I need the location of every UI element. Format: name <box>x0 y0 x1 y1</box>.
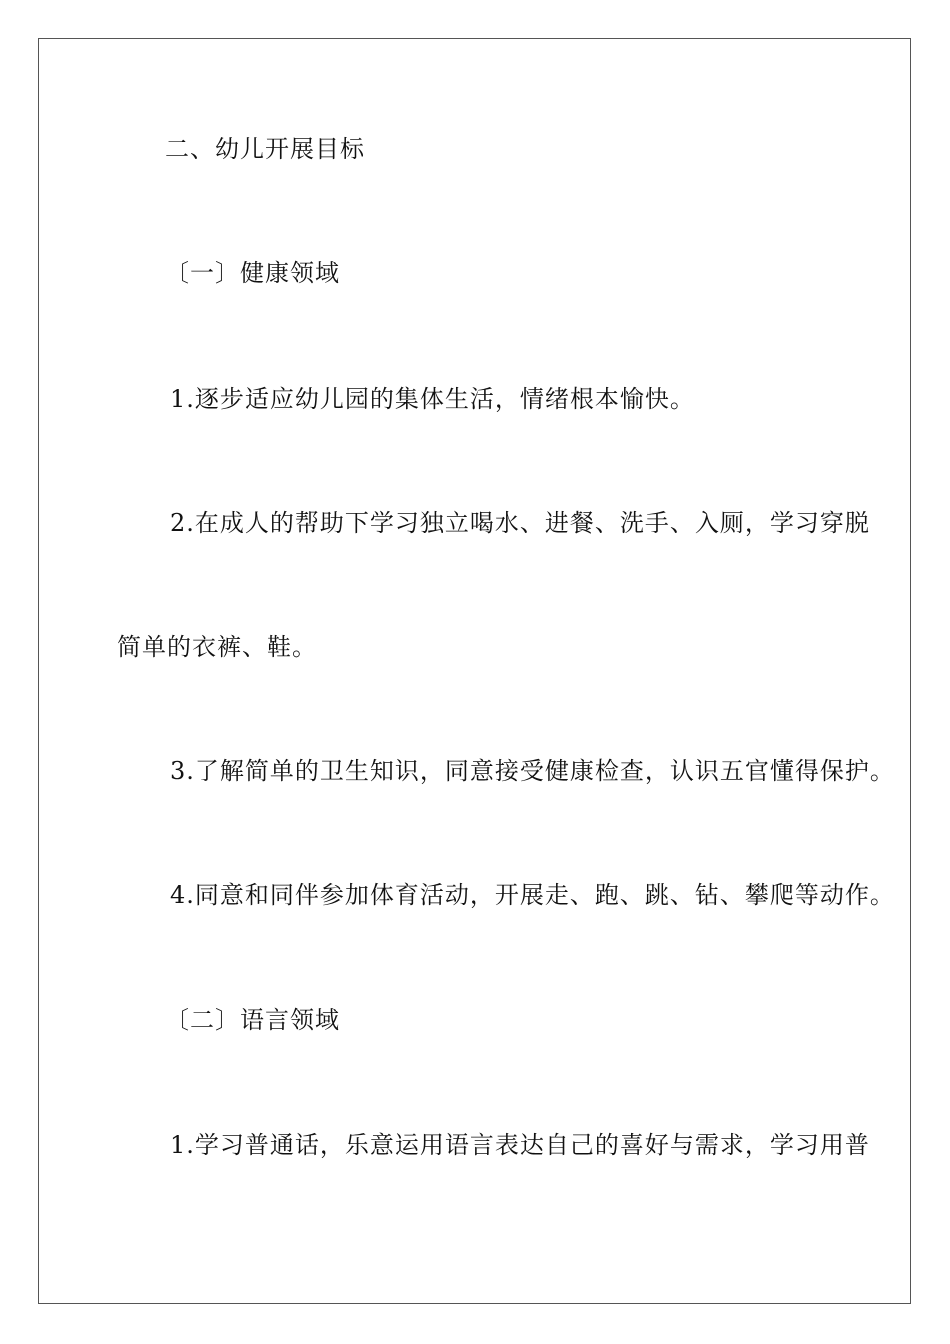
paragraph-line: 1.逐步适应幼儿园的集体生活，情绪根本愉快。 <box>170 385 695 413</box>
paragraph-line: 1.学习普通话，乐意运用语言表达自己的喜好与需求，学习用普 <box>170 1131 870 1159</box>
subsection-heading-health: 〔一〕健康领域 <box>165 259 340 287</box>
paragraph-line: 简单的衣裤、鞋。 <box>117 633 317 661</box>
paragraph-line: 3.了解简单的卫生知识，同意接受健康检查，认识五官懂得保护。 <box>170 757 895 785</box>
paragraph-line: 4.同意和同伴参加体育活动，开展走、跑、跳、钻、攀爬等动作。 <box>170 881 895 909</box>
section-heading: 二、幼儿开展目标 <box>165 135 365 163</box>
paragraph-line: 2.在成人的帮助下学习独立喝水、进餐、洗手、入厕，学习穿脱 <box>170 509 870 537</box>
subsection-heading-language: 〔二〕语言领域 <box>165 1006 340 1034</box>
page-frame <box>38 38 911 1304</box>
